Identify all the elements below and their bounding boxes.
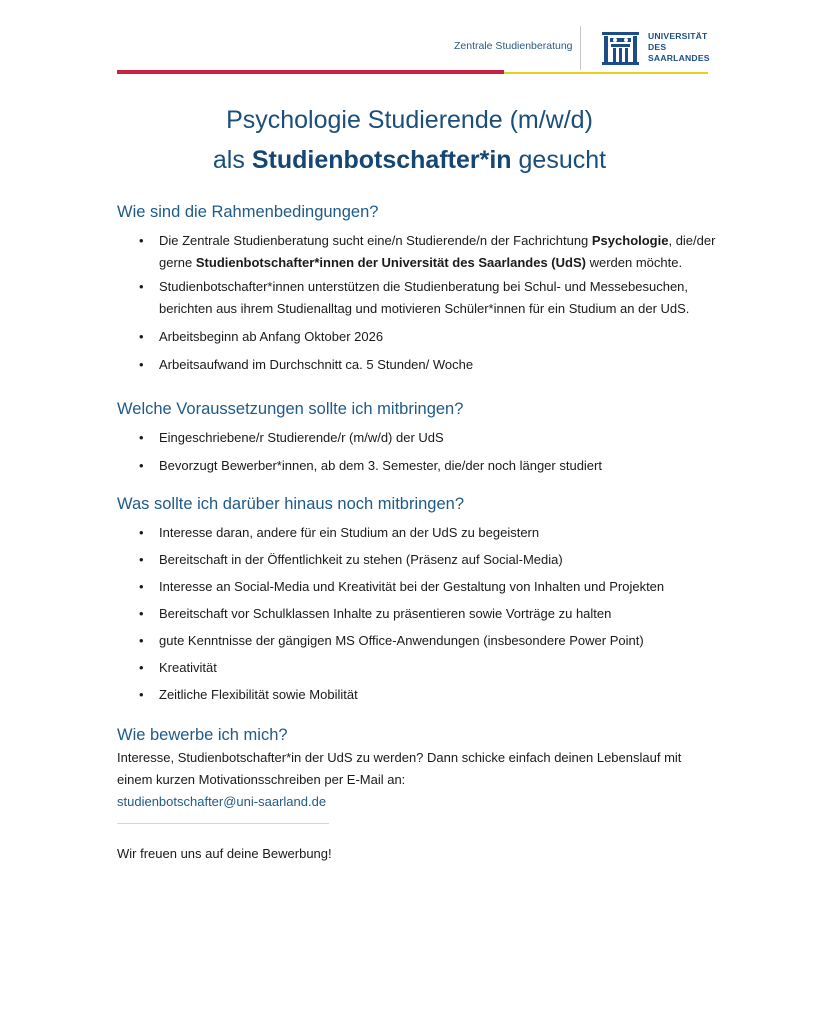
list-item — [117, 549, 717, 571]
bullet-icon: • — [139, 525, 144, 540]
list-voraussetzungen — [117, 427, 717, 477]
list-rahmenbedingungen — [117, 230, 717, 376]
section-heading-bewerbung: Wie bewerbe ich mich? — [117, 726, 288, 744]
list-item-text: werden möchte. — [585, 255, 683, 270]
list-item — [117, 603, 717, 625]
list-item-text: , die/der gerne — [159, 233, 716, 270]
page-header — [0, 0, 819, 80]
logo-line-1: UNIVERSITÄT — [648, 31, 708, 41]
logo-line-3: SAARLANDES — [648, 53, 710, 63]
list-item — [117, 326, 717, 348]
bullet-icon: • — [139, 233, 144, 248]
title-suffix: gesucht — [518, 146, 607, 174]
list-item-text: Arbeitsaufwand im Durchschnitt ca. 5 Stunden/ Woche — [159, 357, 474, 372]
list-item — [117, 522, 717, 544]
list-item-text: Interesse an Social-Media und Kreativität bei der Gestaltung von Inhalten und Projekten — [159, 579, 665, 594]
title-prefix: als — [212, 146, 245, 174]
bullet-icon: • — [139, 579, 144, 594]
list-item-text: Arbeitsbeginn ab Anfang Oktober 2026 — [159, 329, 384, 344]
list-item — [117, 230, 717, 274]
section-heading-zusatzqualifikationen: Was sollte ich darüber hinaus noch mitbringen? — [117, 495, 464, 513]
bullet-icon: • — [139, 430, 144, 445]
title-bold-role: Studienbotschafter*in — [251, 146, 512, 174]
list-item-text: Eingeschriebene/r Studierende/r (m/w/d) der UdS — [159, 430, 444, 445]
list-item — [117, 630, 717, 652]
list-item-text: Bereitschaft in der Öffentlichkeit zu stehen (Präsenz auf Social-Media) — [159, 552, 563, 567]
bullet-icon: • — [139, 329, 144, 344]
bullet-icon: • — [139, 279, 144, 294]
university-logo-text — [648, 31, 710, 64]
section-heading-voraussetzungen: Welche Voraussetzungen sollte ich mitbringen? — [117, 400, 464, 418]
list-item — [117, 354, 717, 376]
list-item — [117, 427, 717, 449]
list-item — [117, 455, 717, 477]
list-item-bold: Studienbotschafter*innen der Universität des Saarlandes (UdS) — [195, 255, 586, 270]
bullet-icon: • — [139, 552, 144, 567]
list-item — [117, 657, 717, 679]
header-department-label: Zentrale Studienberatung — [454, 40, 573, 52]
bullet-icon: • — [139, 633, 144, 648]
title-line-2 — [0, 144, 819, 177]
page-title — [0, 104, 819, 177]
document-body — [117, 200, 717, 865]
bullet-icon: • — [139, 660, 144, 675]
header-divider — [580, 26, 581, 70]
list-item-text: Interesse daran, andere für ein Studium an der UdS zu begeistern — [159, 525, 540, 540]
list-item — [117, 576, 717, 598]
logo-line-2: DES — [648, 42, 667, 52]
application-instructions: Interesse, Studienbotschafter*in der UdS zu werden? Dann schicke einfach deinen Lebenslauf mit einem kurzen Motivationsschreiben per E-Mail an: — [117, 750, 682, 787]
list-item — [117, 684, 717, 706]
header-rule-red — [117, 70, 504, 74]
bullet-icon: • — [139, 458, 144, 473]
closing-text: Wir freuen uns auf deine Bewerbung! — [117, 846, 332, 861]
bullet-icon: • — [139, 357, 144, 372]
header-rule-yellow — [504, 72, 708, 74]
section-heading-rahmenbedingungen: Wie sind die Rahmenbedingungen? — [117, 203, 379, 221]
divider — [117, 823, 329, 824]
list-item-text: Die Zentrale Studienberatung sucht eine/n Studierende/n der Fachrichtung — [159, 233, 592, 248]
list-item-text: Studienbotschafter*innen unterstützen die Studienberatung bei Schul- und Messebesuchen, berichten aus ihrem Studienalltag und motivieren Schüler*innen für ein Studium an der UdS. — [159, 279, 690, 316]
list-zusatzqualifikationen — [117, 522, 717, 706]
list-item-text: Bevorzugt Bewerber*innen, ab dem 3. Semester, die/der noch länger studiert — [159, 458, 602, 473]
bullet-icon: • — [139, 687, 144, 702]
university-logo-icon — [600, 28, 641, 68]
title-line-1: Psychologie Studierende (m/w/d) — [226, 106, 593, 134]
email-link[interactable]: studienbotschafter@uni-saarland.de — [117, 794, 327, 809]
list-item-text: Kreativität — [159, 660, 217, 675]
list-item-text: Zeitliche Flexibilität sowie Mobilität — [159, 687, 358, 702]
list-item-bold: Psychologie — [591, 233, 669, 248]
list-item — [117, 276, 717, 320]
bullet-icon: • — [139, 606, 144, 621]
list-item-text: Bereitschaft vor Schulklassen Inhalte zu präsentieren sowie Vorträge zu halten — [159, 606, 612, 621]
list-item-text: gute Kenntnisse der gängigen MS Office-Anwendungen (insbesondere Power Point) — [159, 633, 644, 648]
